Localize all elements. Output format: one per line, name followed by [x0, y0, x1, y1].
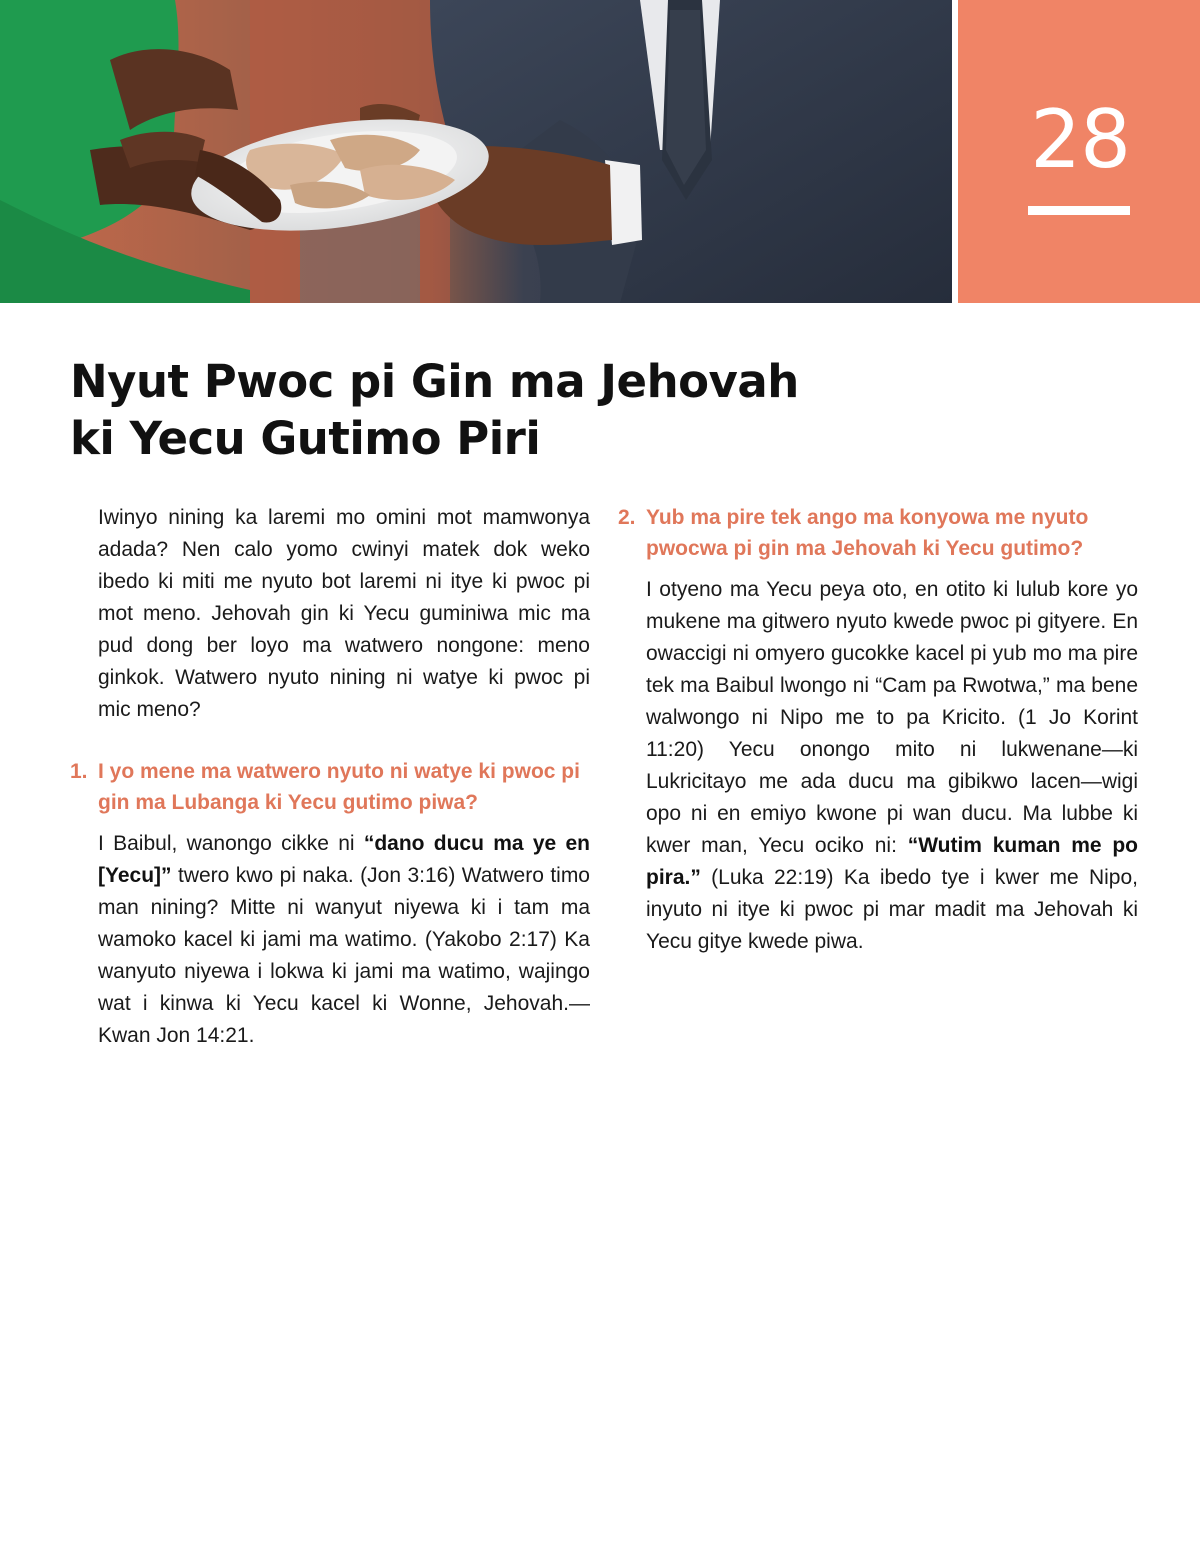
header-photo: [0, 0, 952, 303]
title-line-2: ki Yecu Gutimo Piri: [70, 412, 541, 465]
intro-paragraph: Iwinyo nining ka laremi mo omini mot mamwonya adada? Nen calo yomo cwinyi matek dok weko ibedo ki miti me nyuto bot laremi ni itye ki pwoc pi mot meno. Jehovah gin ki Yecu guminiwa mic ma pud dong ber loyo ma watwero nongone: meno ginkok. Watwero nyuto nining ni watye ki pwoc pi mic meno?: [98, 506, 590, 721]
answer-1-paragraph: [98, 828, 590, 1052]
left-column: [70, 502, 590, 1052]
question-1-number: 1.: [70, 760, 88, 783]
answer-2-text-a: I otyeno ma Yecu peya oto, en otito ki lulub kore yo mukene ma gitwero nyuto kwede pwoc pi gityere. En owaccigi ni omyero gucokke kacel pi yub mo ma pire tek ma Baibul lwongo ni “Cam pa Rwotwa,” ma bene walwongo ni Nipo me to pa Kricito. (1 Jo Korint 11:20) Yecu onongo mito ni lukwenane—ki Lukricitayo me ada ducu ma gibikwo lacen—wigi opo ni en emiyo kwone pi wan ducu. Ma lubbe ki kwer man, Yecu ociko ni:: [646, 578, 1138, 857]
right-column: [618, 502, 1138, 958]
answer-1-bold-quote: “dano ducu ma ye en [Yecu]”: [98, 832, 590, 887]
answer-2-bold-quote: “Wutim kuman me po pira.”: [646, 834, 1138, 889]
question-1-text: I yo mene ma watwero nyuto ni watye ki pwoc pi gin ma Lubanga ki Yecu gutimo piwa?: [98, 760, 580, 814]
lesson-number-box: [958, 0, 1200, 303]
lesson-number-underline: [1028, 206, 1130, 215]
answer-1-text-a: I Baibul, wanongo cikke ni: [98, 832, 364, 855]
answer-1-text-b: twero kwo pi naka. (Jon 3:16) Watwero timo man nining? Mitte ni wanyut niyewa ki i tam ma wamoko kacel ki jami ma watimo. (Yakobo 2:17) Ka wanyuto niyewa i lokwa ki jami ma watimo, wajingo wat i kinwa ki Yecu kacel ki Wonne, Jehovah.—Kwan Jon 14:21.: [98, 864, 590, 1047]
hands-passing-plate-of-bread-image: [0, 0, 952, 303]
question-2-number: 2.: [618, 506, 636, 529]
question-2: [618, 502, 1138, 564]
lesson-number: 28: [1030, 93, 1130, 186]
question-1: [70, 756, 590, 818]
lesson-title: [70, 353, 970, 467]
answer-2-paragraph: [646, 574, 1138, 958]
title-line-1: Nyut Pwoc pi Gin ma Jehovah: [70, 355, 799, 408]
answer-2-text-b: (Luka 22:19) Ka ibedo tye i kwer me Nipo, inyuto ni itye ki pwoc pi mar madit ma Jehovah ki Yecu gitye kwede piwa.: [646, 866, 1138, 953]
question-2-text: Yub ma pire tek ango ma konyowa me nyuto pwocwa pi gin ma Jehovah ki Yecu gutimo?: [646, 506, 1089, 560]
